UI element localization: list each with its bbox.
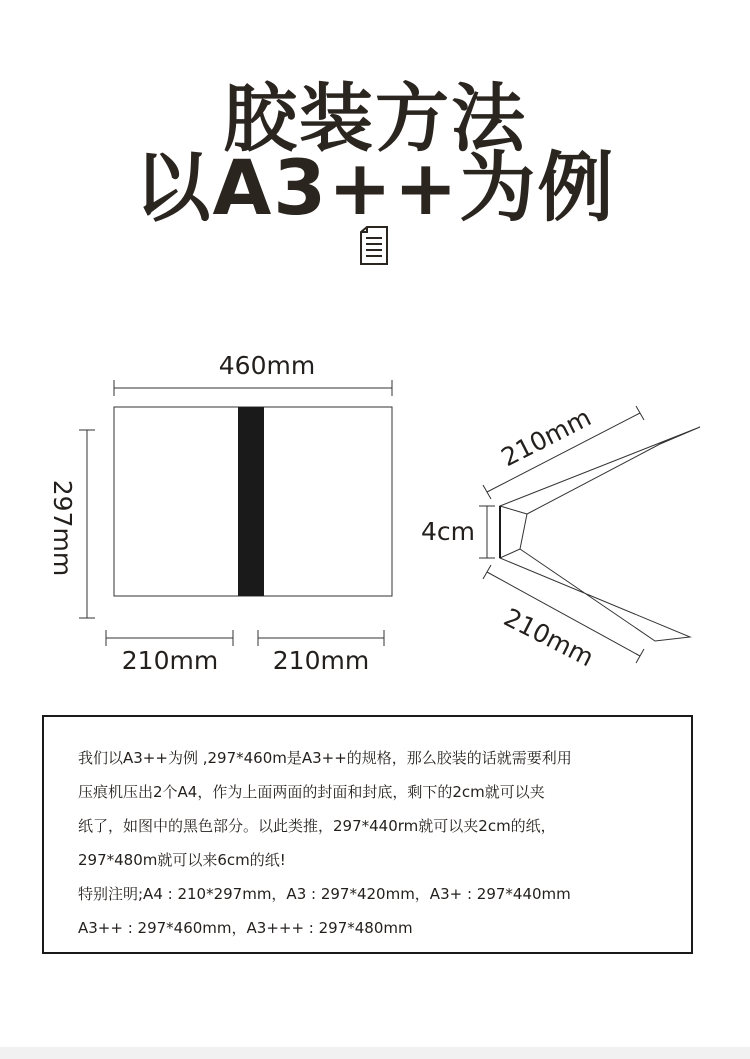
height-label: 297mm (48, 479, 77, 577)
width-label: 460mm (218, 351, 316, 380)
footer-band (0, 1047, 750, 1059)
fold-bottom-label: 210mm (499, 602, 599, 673)
left-half-label: 210mm (121, 646, 219, 675)
note-line: 297*480m就可以来6cm的纸! (78, 851, 286, 869)
right-half-label: 210mm (272, 646, 370, 675)
fold-top-label: 210mm (496, 402, 596, 473)
explanation-box (42, 715, 693, 954)
spine-band (238, 407, 264, 596)
right-half-dimension (258, 630, 384, 646)
page-title-line1: 胶装方法 (223, 76, 527, 162)
width-dimension (114, 380, 392, 396)
height-dimension (79, 430, 95, 618)
spine-dimension (479, 506, 495, 558)
note-line: 特别注明;A4 : 210*297mm，A3 : 297*420mm，A3+ : 297*440mm (78, 885, 571, 903)
note-line: 我们以A3++为例 ,297*460m是A3++的规格，那么胶装的话就需要利用 (78, 749, 572, 767)
spine-label: 4cm (421, 517, 476, 546)
note-line: A3++ : 297*460mm，A3+++ : 297*480mm (78, 919, 413, 937)
page-title-line2: 以A3++为例 (134, 143, 616, 232)
note-line: 压痕机压出2个A4，作为上面两面的封面和封底，剩下的2cm就可以夹 (78, 783, 545, 801)
left-half-dimension (106, 630, 233, 646)
note-line: 纸了，如图中的黑色部分。以此类推，297*440rm就可以夹2cm的纸， (78, 817, 556, 835)
